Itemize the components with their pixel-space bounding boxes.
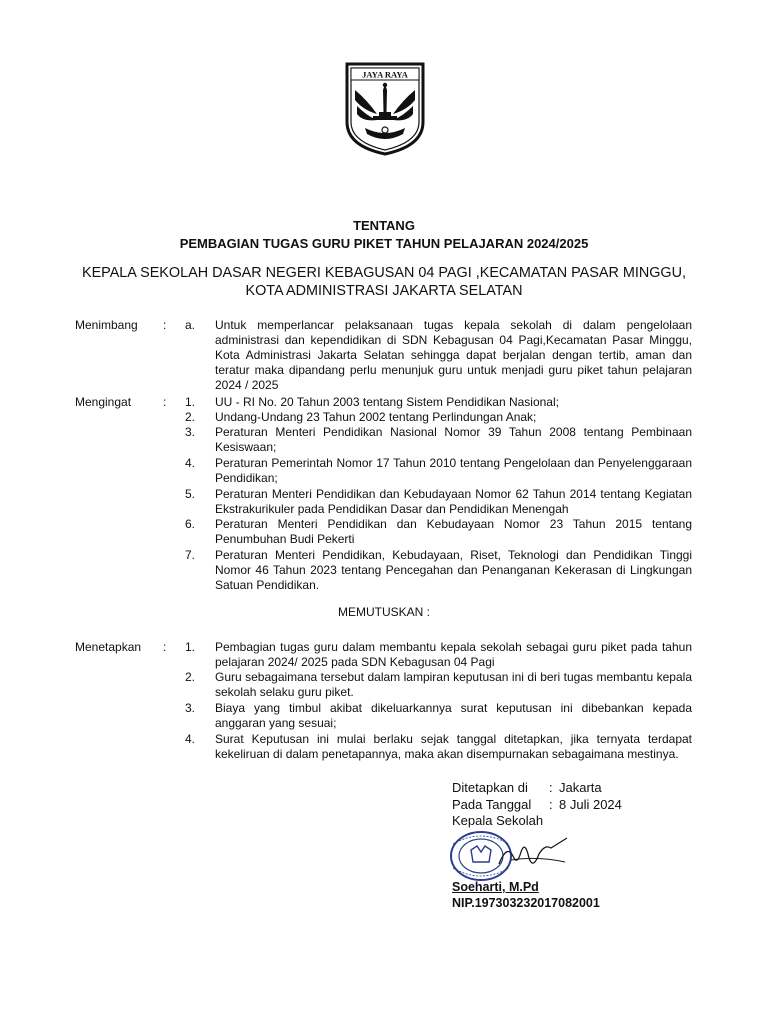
signer-name: Soeharti, M.Pd: [452, 880, 539, 894]
place-value: Jakarta: [559, 780, 602, 795]
title-line-2: PEMBAGIAN TUGAS GURU PIKET TAHUN PELAJARAN 2024/2025: [179, 236, 589, 251]
date-value: 8 Juli 2024: [559, 797, 622, 812]
place-row: [452, 780, 602, 796]
date-label: Pada Tanggal: [452, 797, 532, 812]
menetapkan-item-number: 3.: [184, 701, 195, 715]
signer-nip: NIP.197303232017082001: [452, 896, 600, 910]
menetapkan-item-number: 2.: [184, 670, 195, 684]
date-separator: :: [549, 797, 553, 812]
menimbang-item-number: a.: [184, 318, 195, 332]
mengingat-item-text: Undang-Undang 23 Tahun 2002 tentang Perlindungan Anak;: [215, 410, 537, 424]
menetapkan-item-text: Guru sebagaimana tersebut dalam lampiran keputusan ini di beri tugas membantu kepala sekolah selaku guru piket.: [215, 670, 692, 699]
menetapkan-label: Menetapkan: [75, 640, 142, 654]
menetapkan-item-text: Biaya yang timbul akibat dikeluarkannya surat keputusan ini dibebankan kepada anggaran yang sesuai;: [215, 701, 692, 730]
mengingat-item-number: 4.: [184, 456, 195, 470]
menimbang-item-text: Untuk memperlancar pelaksanaan tugas kepala sekolah di dalam pengelolaan administrasi dan kependidikan di SDN Kebagusan 04 Pagi,Kecamatan Pasar Minggu, Kota Administrasi Jakarta Selatan sehingga dapat berjalan dengan tertib, aman dan teratur maka dipandang perlu menunjuk guru untuk menjadi guru piket tahun pelajaran 2024 / 2025: [215, 318, 692, 392]
menetapkan-item-number: 1.: [184, 640, 195, 654]
menimbang-colon: :: [163, 318, 167, 332]
mengingat-item-text: Peraturan Menteri Pendidikan dan Kebudayaan Nomor 23 Tahun 2015 tentang Penumbuhan Budi Pekerti: [215, 517, 692, 546]
mengingat-item-number: 1.: [184, 395, 195, 409]
svg-text:JAYA RAYA: JAYA RAYA: [362, 69, 408, 80]
menimbang-label: Menimbang: [75, 318, 138, 332]
menetapkan-item-number: 4.: [184, 732, 195, 746]
mengingat-item-text: UU - RI No. 20 Tahun 2003 tentang Sistem Pendidikan Nasional;: [215, 395, 559, 409]
mengingat-item-number: 2.: [184, 410, 195, 424]
place-separator: :: [549, 780, 553, 795]
official-stamp-and-signature: [447, 830, 577, 882]
place-label: Ditetapkan di: [452, 780, 528, 795]
menetapkan-colon: :: [163, 640, 167, 654]
mengingat-item-text: Peraturan Menteri Pendidikan Nasional Nomor 39 Tahun 2008 tentang Pembinaan Kesiswaan;: [215, 425, 692, 454]
mengingat-item-text: Peraturan Pemerintah Nomor 17 Tahun 2010 tentang Pengelolaan dan Penyelenggaraan Pendidikan;: [215, 456, 692, 485]
mengingat-item-text: Peraturan Menteri Pendidikan dan Kebudayaan Nomor 62 Tahun 2014 tentang Kegiatan Ekstrakurikuler pada Pendidikan Dasar dan Pendidikan Menengah: [215, 487, 692, 516]
mengingat-item-number: 3.: [184, 425, 195, 439]
date-row: [452, 797, 622, 813]
mengingat-item-number: 6.: [184, 517, 195, 531]
mengingat-label: Mengingat: [75, 395, 132, 409]
issuer-heading: KEPALA SEKOLAH DASAR NEGERI KEBAGUSAN 04 PAGI ,KECAMATAN PASAR MINGGU, KOTA ADMINISTRASI JAKARTA SELATAN: [81, 265, 687, 299]
mengingat-item-number: 7.: [184, 548, 195, 562]
jaya-raya-emblem: [343, 60, 427, 156]
mengingat-item-text: Peraturan Menteri Pendidikan, Kebudayaan, Riset, Teknologi dan Pendidikan Tinggi Nomor 46 Tahun 2023 tentang Pencegahan dan Penanganan Kekerasan di Lingkungan Satuan Pendidikan.: [215, 548, 692, 592]
menetapkan-item-text: Pembagian tugas guru dalam membantu kepala sekolah sebagai guru piket pada tahun pelajaran 2024/ 2025 pada SDN Kebagusan 04 Pagi: [215, 640, 692, 669]
signer-position: Kepala Sekolah: [452, 813, 544, 828]
mengingat-item-number: 5.: [184, 487, 195, 501]
menetapkan-item-text: Surat Keputusan ini mulai berlaku sejak tanggal ditetapkan, jika ternyata terdapat kekeliruan di dalam penetapannya, maka akan disempurnakan sebagaimana mestinya.: [215, 732, 692, 761]
memutuskan-heading: MEMUTUSKAN :: [337, 605, 430, 619]
title-line-1: TENTANG: [353, 218, 415, 233]
mengingat-colon: :: [163, 395, 167, 409]
